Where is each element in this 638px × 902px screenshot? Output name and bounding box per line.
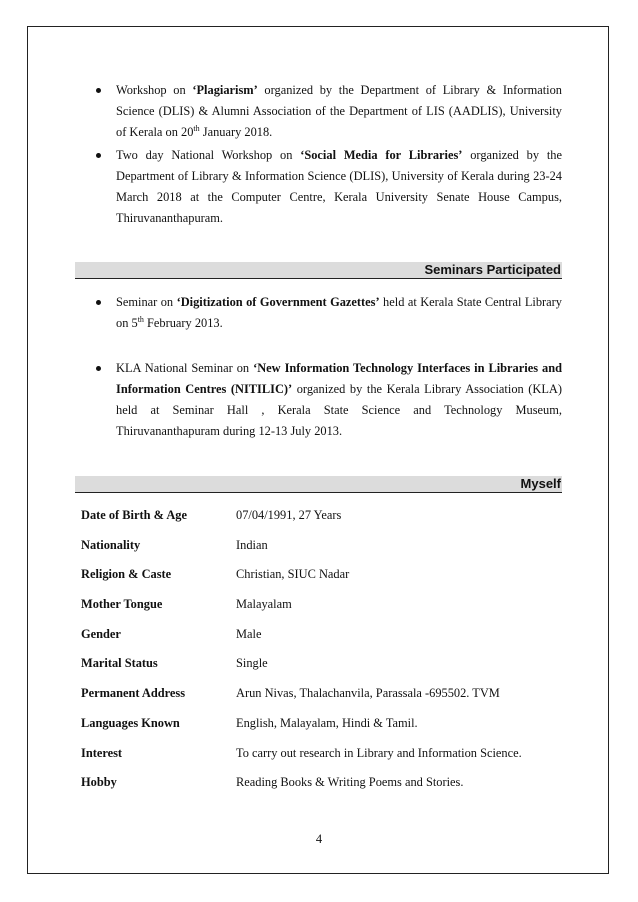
field-value: Christian, SIUC Nadar: [236, 567, 350, 582]
table-row: [81, 775, 551, 805]
bullet-icon: [96, 300, 101, 305]
field-label: Interest: [81, 745, 123, 760]
workshop-list: [96, 80, 562, 229]
list-item: Two day National Workshop on ‘Social Media for Libraries’ organized by the Department of Library & Information Science (DLIS), University of Kerala during 23-24 March 2018 at the Computer Centre, Kerala University Senate House Campus, Thiruvananthapuram.: [96, 145, 562, 229]
table-row: [81, 686, 551, 716]
field-value: Indian: [236, 537, 268, 552]
field-label: Marital Status: [81, 656, 158, 671]
field-label: Permanent Address: [81, 686, 186, 701]
table-row: [81, 656, 551, 686]
field-label: Gender: [81, 626, 121, 641]
table-row: [81, 627, 551, 657]
field-value: Reading Books & Writing Poems and Stories.: [236, 775, 464, 790]
field-value: To carry out research in Library and Information Science.: [236, 745, 522, 760]
field-value: Male: [236, 626, 262, 641]
table-row: [81, 567, 551, 597]
field-value: Malayalam: [236, 597, 292, 612]
bullet-icon: [96, 88, 101, 93]
field-label: Mother Tongue: [81, 597, 163, 612]
page-number: 4: [315, 832, 323, 846]
table-row: [81, 508, 551, 538]
bullet-icon: [96, 366, 101, 371]
field-value: English, Malayalam, Hindi & Tamil.: [236, 715, 418, 730]
table-row: [81, 746, 551, 776]
list-item: KLA National Seminar on ‘New Information Technology Interfaces in Libraries and Information Centres (NITILIC)’ organized by the Kerala Library Association (KLA) held at Seminar Hall , Kerala State Science and Technology Museum, Thiruvananthapuram during 12-13 July 2013.: [96, 358, 562, 442]
table-row: [81, 597, 551, 627]
seminar-list: [96, 292, 562, 442]
personal-details-table: [81, 508, 551, 805]
field-label: Languages Known: [81, 715, 180, 730]
field-label: Hobby: [81, 775, 117, 790]
list-item: Workshop on ‘Plagiarism’ organized by the Department of Library & Information Science (DLIS) & Alumni Association of the Department of LIS (AADLIS), University of Kerala on 20th January 2018.: [96, 80, 562, 143]
field-value: 07/04/1991, 27 Years: [236, 508, 342, 522]
bullet-icon: [96, 153, 101, 158]
list-item: Seminar on ‘Digitization of Government Gazettes’ held at Kerala State Central Library on 5th February 2013.: [96, 292, 562, 334]
section-heading-seminars: Seminars Participated: [75, 262, 562, 279]
field-label: Nationality: [81, 537, 141, 552]
field-value: Single: [236, 656, 268, 671]
section-heading-myself: Myself: [75, 476, 562, 493]
field-label: Date of Birth & Age: [81, 508, 187, 522]
field-label: Religion & Caste: [81, 567, 172, 582]
table-row: [81, 538, 551, 568]
table-row: [81, 716, 551, 746]
field-value: Arun Nivas, Thalachanvila, Parassala -695502. TVM: [236, 686, 500, 701]
